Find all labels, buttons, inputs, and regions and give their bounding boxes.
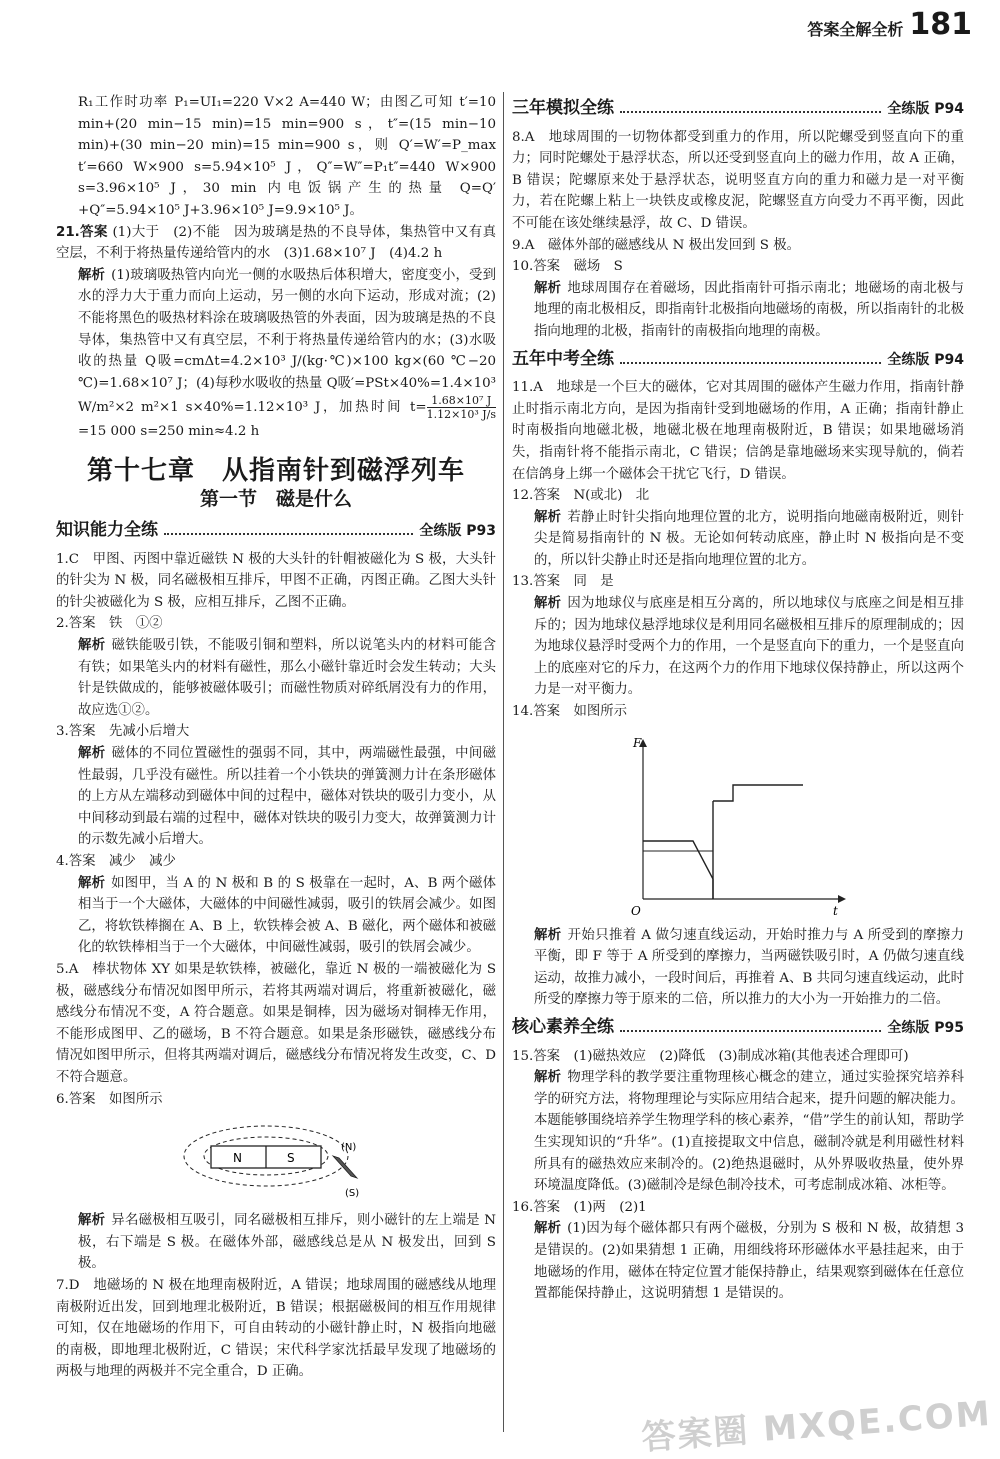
q12-answer: 12.答案 N(或北) 北	[512, 488, 650, 504]
page-number: 181	[909, 7, 972, 42]
q9: 9.A 磁体外部的磁感线从 N 极出发回到 S 极。	[512, 237, 801, 253]
q7: 7.D 地磁场的 N 极在地理南极附近，A 错误；地球周围的磁感线从地理南极附近出发，回到地理北极附近，B 错误；根据磁极间的相互作用规律可知，仅在地磁场的作用下，可自由转动的小磁针静止时，N 极指向地磁的南极，即地理北极附近，C 错误；宋代科学家沈括最早发现了地磁场的两极与地理的两极并不完全重合，D 正确。	[56, 1277, 496, 1380]
q8: 8.A 地球周围的一切物体都受到重力的作用，所以陀螺受到竖直向下的重力；同时陀螺处于悬浮状态，所以还受到竖直向上的磁力作用，故 A 正确，B 错误；陀螺原来处于悬浮状态，说明竖直方向的重力和磁力是一对平衡力，若在陀螺上粘上一块铁皮或橡皮泥，陀螺竖直方向受力不再平衡，因此不可能在该处继续悬浮，故 C、D 错误。	[512, 129, 964, 231]
q4-analysis: 解析 如图甲，当 A 的 N 极和 B 的 S 极靠在一起时，A、B 两个磁体相当于一个大磁体，大磁体的中间磁性减弱，吸引的铁屑会减少。如图乙，将软铁棒搁在 A、B 上，软铁棒会被 A、B 磁化，两个磁体和被磁化的软铁棒相当于一个大磁体，中间磁性减弱，吸引的铁屑会减少。	[78, 875, 497, 956]
q10-analysis: 解析 地球周围存在着磁场，因此指南针可指示南北；地磁场的南北极与地理的南北极相反，即指南针北极指向地磁场的南极，所以指南针的北极指向地理的北极，指南针的南极指向地理的南极。	[534, 280, 964, 339]
q1: 1.C 甲图、丙图中靠近磁铁 N 极的大头针的针帽被磁化为 S 极，大头针的针尖为 N 极，同名磁极相互排斥，甲图不正确，丙图正确。乙图大头针的针尖被磁化为 S 极，应相互排斥，乙图不正确。	[56, 551, 496, 610]
q5: 5.A 棒状物体 XY 如果是软铁棒，被磁化，靠近 N 极的一端被磁化为 S 极，磁感线分布情况如图甲所示，若将其两端对调后，将重新被磁化，磁感线分布情况不变，A 符合题意。如果是铜棒，因为磁场对铜棒无作用，不能形成图甲、乙的磁场，B 不符合题意。如果是条形磁铁，磁感线分布情况如图甲所示，但将其两端对调后，磁感线分布情况将发生改变，C、D 不符合题意。	[56, 961, 496, 1085]
q6-answer: 6.答案 如图所示	[56, 1091, 163, 1107]
force-time-graph	[623, 729, 853, 919]
section-header-knowledge: 知识能力全练 全练版 P93	[56, 520, 496, 541]
q21-answer: 21.答案 (1)大于 (2)不能 因为玻璃是热的不良导体，集热管中又有真空层，不利于将热量传递给管内的水 (3)1.68×10⁷ J (4)4.2 h	[56, 224, 496, 262]
section-header-three-year: 三年模拟全练 全练版 P94	[512, 98, 964, 118]
intro-paragraph: R₁工作时功率 P₁=UI₁=220 V×2 A=440 W；由图乙可知 t′=10 min+(20 min−15 min)=15 min=900 s，t″=(15 min−10 min)+(30 min−20 min)=15 min=900 s，则 Q′=W′=P_max t′=660 W×900 s=5.94×10⁵ J，Q″=W″=P₁t″=440 W×900 s=3.96×10⁵ J，30 min 内电饭锅产生的热量 Q=Q′+Q″=5.94×10⁵ J+3.96×10⁵ J=9.9×10⁵ J。	[78, 95, 496, 218]
q15-analysis: 解析 物理学科的教学要注重物理核心概念的建立，通过实验探究培养科学的研究方法，将物理理论与实际应用结合起来，提升问题的解决能力。本题能够围绕培养学生物理学科的核心素养，“借”学生的前认知，帮助学生实现知识的“升华”。(1)直接提取文中信息，磁制冷就是利用磁性材料所具有的磁热效应来制冷的。(2)绝热退磁时，从外界吸收热量，使外界环境温度降低。(3)磁制冷是绿色制冷技术，可考虑制成冰箱、冰柜等。	[534, 1070, 964, 1194]
magnet-field-diagram	[181, 1116, 371, 1204]
section-header-core: 核心素养全练 全练版 P95	[512, 1017, 964, 1037]
compass-needle	[333, 1156, 357, 1178]
magnet-s-pole: S	[287, 1151, 295, 1166]
q21-analysis: 解析 (1)玻璃吸热管内向光一侧的水吸热后体积增大，密度变小，受到水的浮力大于重力而向上运动，另一侧的水向下运动，形成对流；(2)不能将黑色的吸热材料涂在玻璃吸热管的外表面，因为玻璃是热的不良导体，集热管中又有真空层，不利于将热量传递给管内的水；(3)水吸收的热量 Q吸=cmΔt=4.2×10³ J/(kg·℃)×100 kg×(60 ℃−20 ℃)=1.68×10⁷ J；(4)每秒水吸收的热量 Q吸′=PSt×40%=1.4×10³ W/m²×2 m²×1 s×40%=1.12×10³ J，加热时间 t= $\frac{\text{1.68×10⁷ J}}{\text{1.12×10³ J/s}}$ =15 000 s=250 min≈4.2 h	[78, 267, 497, 440]
q3-answer: 3.答案 先减小后增大	[56, 724, 190, 740]
force-curve-segment-2	[713, 785, 803, 801]
left-column	[56, 92, 496, 1383]
force-curve-segment-1	[643, 841, 713, 899]
q3-analysis: 解析 磁体的不同位置磁性的强弱不同，其中，两端磁性最强，中间磁性最弱，几乎没有磁性。所以挂着一个小铁块的弹簧测力计在条形磁体的上方从左端移动到磁体中间的过程中，磁体对铁块的吸引力变小，从中间移动到最右端的过程中，磁体对铁块的吸引力变大，故弹簧测力计的示数先减小后增大。	[78, 746, 497, 848]
right-column	[512, 92, 964, 1305]
page-header	[807, 7, 972, 42]
site-watermark: 答案圈 MXQE.COM	[640, 1393, 994, 1459]
q15-answer: 15.答案 (1)磁热效应 (2)降低 (3)制成冰箱(其他表述合理即可)	[512, 1048, 909, 1064]
q2-analysis: 解析 磁铁能吸引铁，不能吸引铜和塑料，所以说笔头内的材料可能含有铁；如果笔头内的材料有磁性，那么小磁针靠近时会发生转动；大头针是铁做成的，能够被磁体吸引；而磁性物质对碎纸屑没有力的作用，故应选①②。	[78, 638, 497, 718]
q14-answer: 14.答案 如图所示	[512, 704, 628, 720]
magnet-n-pole: N	[233, 1151, 242, 1166]
needle-n-label: (N)	[341, 1142, 357, 1154]
chapter-title: 第十七章 从指南针到磁浮列车	[86, 455, 465, 486]
origin-label: O	[631, 903, 641, 918]
q16-answer: 16.答案 (1)两 (2)1	[512, 1199, 647, 1215]
q12-analysis: 解析 若静止时针尖指向地理位置的北方，说明指向地磁南极附近，则针尖是简易指南针的 N 极。无论如何转动底座，静止时 N 极指向是不变的，所以针尖静止时还是指向地理位置的北方。	[534, 509, 964, 568]
q21-fraction: $\frac{\text{1.68×10⁷ J}}{\text{1.12×10³ J/s}}$	[426, 394, 496, 422]
header-title: 答案全解全析	[807, 20, 904, 39]
q6-analysis: 解析 异名磁极相互吸引，同名磁极相互排斥，则小磁针的左上端是 N 极，右下端是 S 极。在磁体外部，磁感线总是从 N 极发出，回到 S 极。	[78, 1213, 496, 1272]
section-title: 第一节 磁是什么	[199, 487, 352, 510]
q16-analysis: 解析 (1)因为每个磁体都只有两个磁极，分别为 S 极和 N 极，故猜想 3 是错误的。(2)如果猜想 1 正确，用细线将环形磁体水平悬挂起来，由于地磁场的作用，磁体在特定位置才能保持静止，结果观察到磁体在任意位置都能保持静止，这说明猜想 1 是错误的。	[534, 1221, 964, 1302]
section-header-five-year: 五年中考全练 全练版 P94	[512, 348, 964, 369]
q2-answer: 2.答案 铁 ①②	[56, 616, 163, 632]
q13-analysis: 解析 因为地球仪与底座是相互分离的，所以地球仪与底座之间是相互排斥的；因为地球仪悬浮地球仪是利用同名磁极相互排斥的原理制成的；因为地球仪悬浮时受两个力的作用，一个是竖直向下的重力，一个是竖直向上的底座对它的斥力，在这两个力的作用下地球仪保持静止，所以这两个力是一对平衡力。	[534, 596, 964, 698]
column-divider	[503, 92, 504, 1432]
x-axis-label: t	[833, 903, 838, 918]
needle-s-label: (S)	[345, 1188, 360, 1200]
q13-answer: 13.答案 同 是	[512, 574, 614, 590]
q10-answer: 10.答案 磁场 S	[512, 259, 623, 275]
q11: 11.A 地球是一个巨大的磁体，它对其周围的磁体产生磁力作用，指南针静止时指示南北方向，是因为指南针受到地磁场的作用，A 正确；指南针静止时南极指向地磁北极，地磁北极在地理南极附近，B 错误；如果地磁场消失，指南针将不能指示南北，C 错误；信鸽是靠地磁场来实现导航的，倘若在信鸽身上绑一个磁体会干扰它飞行，D 错误。	[512, 380, 964, 482]
q14-analysis: 解析 开始只推着 A 做匀速直线运动，开始时推力与 A 所受到的摩擦力平衡，即 F 等于 A 所受到的摩擦力，当两磁铁吸引时，A 仍做匀速直线运动，故推力减小，一段时间后，再推着 A、B 共同匀速直线运动，此时所受的摩擦力等于原来的二倍，所以推力的大小为一开始推力的二倍。	[534, 927, 964, 1008]
y-axis-label: F	[633, 735, 642, 750]
q4-answer: 4.答案 减少 减少	[56, 854, 176, 869]
